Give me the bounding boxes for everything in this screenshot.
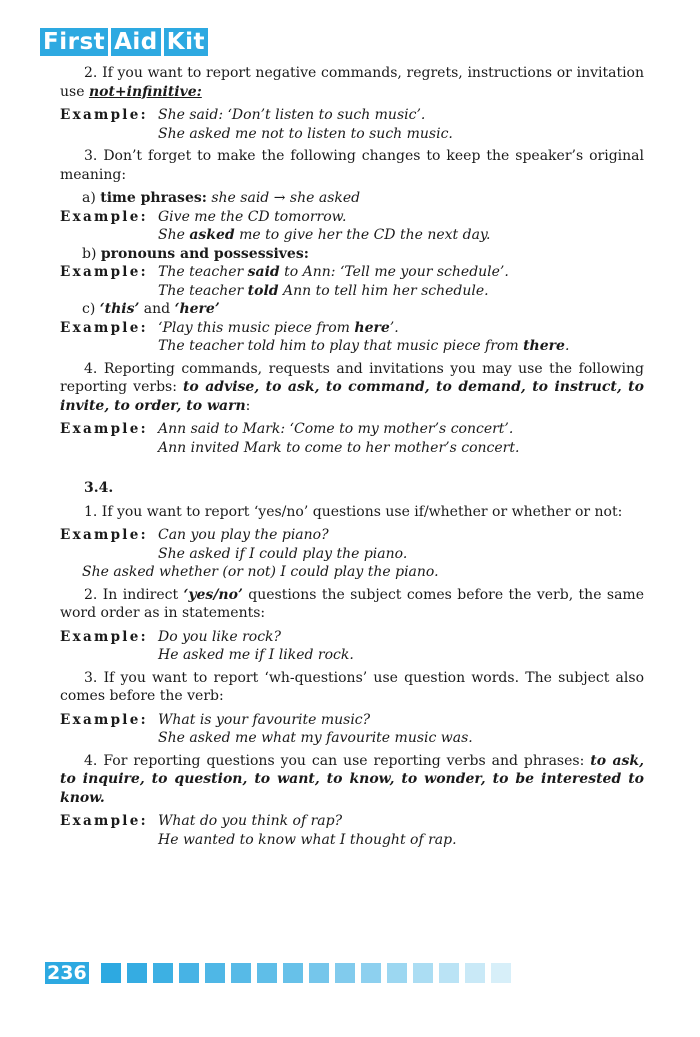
footer-square [101,963,121,983]
footer-square [439,963,459,983]
header-word-first: First [40,28,108,56]
example-label: Example: [60,527,148,543]
rule-changes: 3. Don’t forget to make the following changes to keep the speaker’s original meaning: [60,148,644,183]
footer-square [283,963,303,983]
footer-square [491,963,511,983]
example-label: Example: [60,107,148,123]
footer-square [387,963,407,983]
header-word-kit: Kit [164,28,208,56]
not-infinitive-highlight: not+infinitive: [88,83,202,100]
rule-negative-commands: 2. If you want to report negative commands, regrets, instructions or invitation use not+infinitive: [60,65,644,100]
first-aid-kit-header [40,28,208,56]
footer-square [361,963,381,983]
rule-word-order: 2. In indirect ‘yes/no’ questions the subject comes before the verb, the same word order as in statements: [60,586,644,621]
page-content: 2. If you want to report negative commands, regrets, instructions or invitation use not+infinitive: Example: She said: ‘Don’t listen to such music’. She asked me not to listen to such music. 3. Don’t forget to make the following changes to keep the speaker’s original meaning: a) time phrases: she said → she asked Example: Give me the CD tomorrow. She asked me to give her the CD the next day. b) pronouns and possessives: Example: The teacher said to Ann: ‘Tell me your schedule’. The teacher told Ann to tell him her schedule. c) ‘this’ and ‘here’ Example: ‘Play this music piece from here’. The teacher told him to play that music piece from there. 4. Reporting commands, requests and invitations you may use the following reporting verbs: to advise, to ask, to command, to demand, to instruct, to invite, to order, to warn: Example: Ann said to Mark: ‘Come to my mother’s concert’. Ann invited Mark to come to her mother’s concert. 3.4. 1. If you want to report ‘yes/no’ questions use if/whether or whether or not: Example: Can you play the piano? She asked if I could play the piano. She asked whether (or not) I could play the piano. 2. In indirect ‘yes/no’ questions the subject comes before the verb, the same word order as in statements: Example: Do you like rock? He asked me if I liked rock. 3. If you want to report ‘wh-questions’ use question words. The subject also comes before the verb: Example: What is your favourite music? She asked me what my favourite music was. 4. For reporting questions you can use reporting verbs and phrases: to ask, to inquire, to question, to want, to know, to wonder, to be interested to know. Example: What do you think of rap? He wanted to know what I thought of rap. [60,65,644,848]
rule-question-verbs: 4. For reporting questions you can use reporting verbs and phrases: to ask, to inquire, to question, to want, to know, to wonder, to be interested to know. [60,752,644,806]
header-word-aid: Aid [111,28,161,56]
example-label: Example: [60,264,148,280]
page-footer [45,962,511,984]
footer-square [153,963,173,983]
footer-square [179,963,199,983]
footer-square [205,963,225,983]
footer-square [127,963,147,983]
this-here-item: c) ‘this’ and ‘here’ [82,301,220,317]
example-label: Example: [60,813,148,829]
example-label: Example: [60,319,148,336]
page-number: 236 [47,962,87,984]
footer-square [309,963,329,983]
example-label: Example: [60,208,148,225]
footer-square [257,963,277,983]
arrow-icon: → [273,190,286,206]
footer-square [231,963,251,983]
footer-square [335,963,355,983]
rule-wh-questions: 3. If you want to report ‘wh-questions’ use question words. The subject also comes before the verb: [60,669,644,704]
footer-square [465,963,485,983]
example-block: Example: She said: ‘Don’t listen to such music’. [60,107,426,123]
example-label: Example: [60,711,148,728]
section-title: 3.4. [84,480,114,496]
example-label: Example: [60,421,148,437]
rule-reporting-verbs: 4. Reporting commands, requests and invitations you may use the following reporting verbs: to advise, to ask, to command, to demand, to instruct, to invite, to order, to warn: [60,360,644,414]
rule-yes-no: 1. If you want to report ‘yes/no’ questions use if/whether or whether or not: [84,503,623,520]
example-label: Example: [60,628,148,645]
footer-square [413,963,433,983]
pronouns-item: b) pronouns and possessives: [82,245,309,262]
time-phrases-item: a) time phrases: she said → she asked [82,190,361,206]
